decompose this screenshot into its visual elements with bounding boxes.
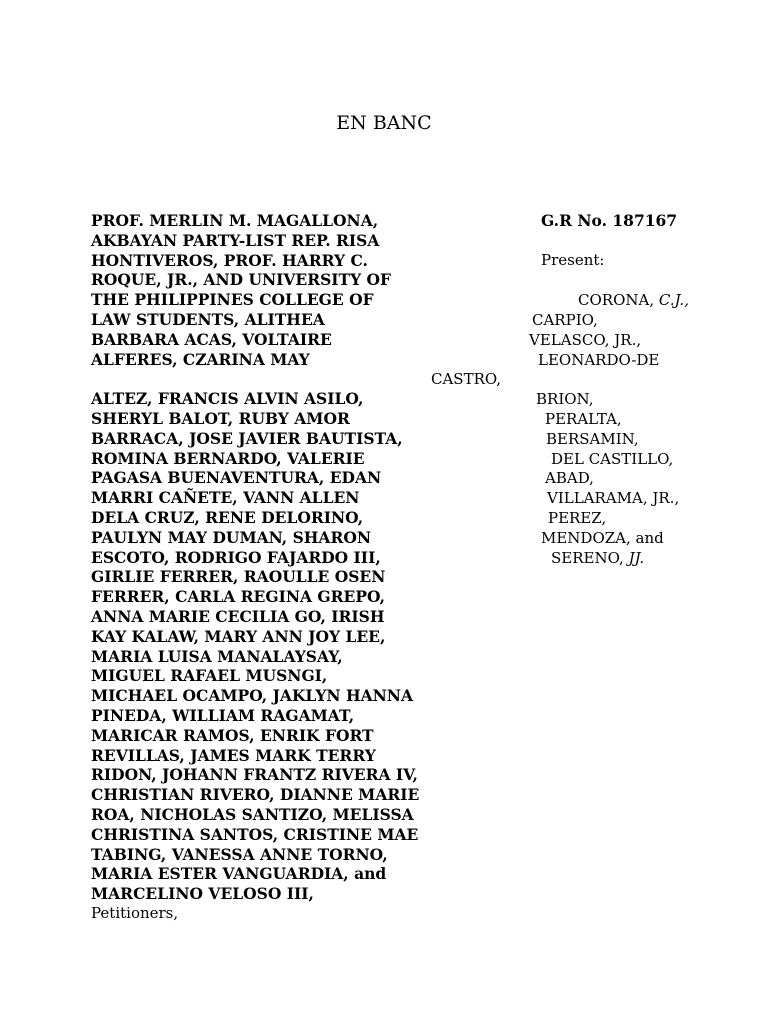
petitioner-line: AKBAYAN PARTY-LIST REP. RISA bbox=[91, 230, 380, 250]
petitioner-line: CHRISTINA SANTOS, CRISTINE MAE bbox=[91, 824, 419, 844]
petitioner-line: PROF. MERLIN M. MAGALLONA, bbox=[91, 211, 379, 230]
petitioner-line: MARRI CAÑETE, VANN ALLEN bbox=[91, 488, 360, 508]
petitioner-line: BARRACA, JOSE JAVIER BAUTISTA, bbox=[91, 428, 403, 448]
justice-del-castillo: DEL CASTILLO, bbox=[551, 450, 674, 468]
justice-peralta: PERALTA, bbox=[545, 410, 622, 428]
petitioner-line: PAULYN MAY DUMAN, SHARON bbox=[91, 527, 372, 547]
petitioner-line: BARBARA ACAS, VOLTAIRE bbox=[91, 329, 332, 349]
petitioners-list bbox=[91, 211, 451, 924]
page-heading: EN BANC bbox=[336, 112, 432, 134]
case-number: G.R No. 187167 bbox=[541, 211, 678, 230]
petitioner-line: ROMINA BERNARDO, VALERIE bbox=[91, 448, 365, 468]
petitioner-line: ALTEZ, FRANCIS ALVIN ASILO, bbox=[91, 389, 364, 409]
petitioner-line: LAW STUDENTS, ALITHEA bbox=[91, 309, 325, 329]
petitioner-line: FERRER, CARLA REGINA GREPO, bbox=[91, 587, 385, 607]
petitioner-line: TABING, VANESSA ANNE TORNO, bbox=[91, 844, 388, 864]
petitioner-line: REVILLAS, JAMES MARK TERRY bbox=[91, 745, 376, 765]
justice-villarama: VILLARAMA, JR., bbox=[547, 489, 680, 507]
justice-leonardo-de-castro: LEONARDO-DE bbox=[538, 351, 660, 369]
present-label: Present: bbox=[541, 251, 605, 269]
justice-mendoza: MENDOZA, and bbox=[541, 529, 664, 547]
petitioner-line: CHRISTIAN RIVERO, DIANNE MARIE bbox=[91, 785, 420, 805]
petitioner-line: MARIA ESTER VANGUARDIA, and bbox=[91, 864, 387, 884]
petitioner-line: MIGUEL RAFAEL MUSNGI, bbox=[91, 666, 328, 686]
petitioner-line: THE PHILIPPINES COLLEGE OF bbox=[91, 290, 374, 310]
justice-perez: PEREZ, bbox=[548, 509, 607, 527]
petitioner-line: PAGASA BUENAVENTURA, EDAN bbox=[91, 468, 382, 488]
justice-title: JJ. bbox=[628, 549, 645, 567]
petitioner-line: ANNA MARIE CECILIA GO, IRISH bbox=[91, 606, 385, 626]
petitioner-line: MARICAR RAMOS, ENRIK FORT bbox=[91, 725, 374, 745]
justice-sereno bbox=[551, 549, 644, 569]
justice-castro-fragment: CASTRO, bbox=[431, 370, 502, 388]
petitioner-line: MARCELINO VELOSO III, bbox=[91, 884, 314, 904]
justice-carpio: CARPIO, bbox=[532, 311, 598, 329]
justice-abad: ABAD, bbox=[545, 469, 594, 487]
justice-title: C.J., bbox=[658, 291, 689, 309]
petitioners-role-label: Petitioners, bbox=[91, 903, 179, 922]
petitioner-line: GIRLIE FERRER, RAOULLE OSEN bbox=[91, 567, 386, 587]
petitioner-line: SHERYL BALOT, RUBY AMOR bbox=[91, 408, 350, 428]
petitioner-line: ESCOTO, RODRIGO FAJARDO III, bbox=[91, 547, 381, 567]
justice-name: SERENO, bbox=[551, 549, 624, 567]
petitioner-line: PINEDA, WILLIAM RAGAMAT, bbox=[91, 705, 355, 725]
petitioner-line: MARIA LUISA MANALAYSAY, bbox=[91, 646, 343, 666]
justice-name: CORONA, bbox=[578, 291, 655, 309]
petitioner-line: DELA CRUZ, RENE DELORINO, bbox=[91, 507, 364, 527]
petitioner-line: MICHAEL OCAMPO, JAKLYN HANNA bbox=[91, 686, 413, 706]
petitioner-line: RIDON, JOHANN FRANTZ RIVERA IV, bbox=[91, 765, 418, 785]
petitioner-line: KAY KALAW, MARY ANN JOY LEE, bbox=[91, 626, 386, 646]
petitioner-line: ROQUE, JR., AND UNIVERSITY OF bbox=[91, 270, 392, 290]
justice-bersamin: BERSAMIN, bbox=[546, 430, 639, 448]
petitioner-line: HONTIVEROS, PROF. HARRY C. bbox=[91, 250, 368, 270]
petitioner-line: ROA, NICHOLAS SANTIZO, MELISSA bbox=[91, 804, 414, 824]
justice-brion: BRION, bbox=[536, 390, 594, 408]
justice-velasco: VELASCO, JR., bbox=[529, 331, 642, 349]
petitioner-line: ALFERES, CZARINA MAY bbox=[91, 349, 310, 369]
justice-corona bbox=[578, 291, 689, 311]
